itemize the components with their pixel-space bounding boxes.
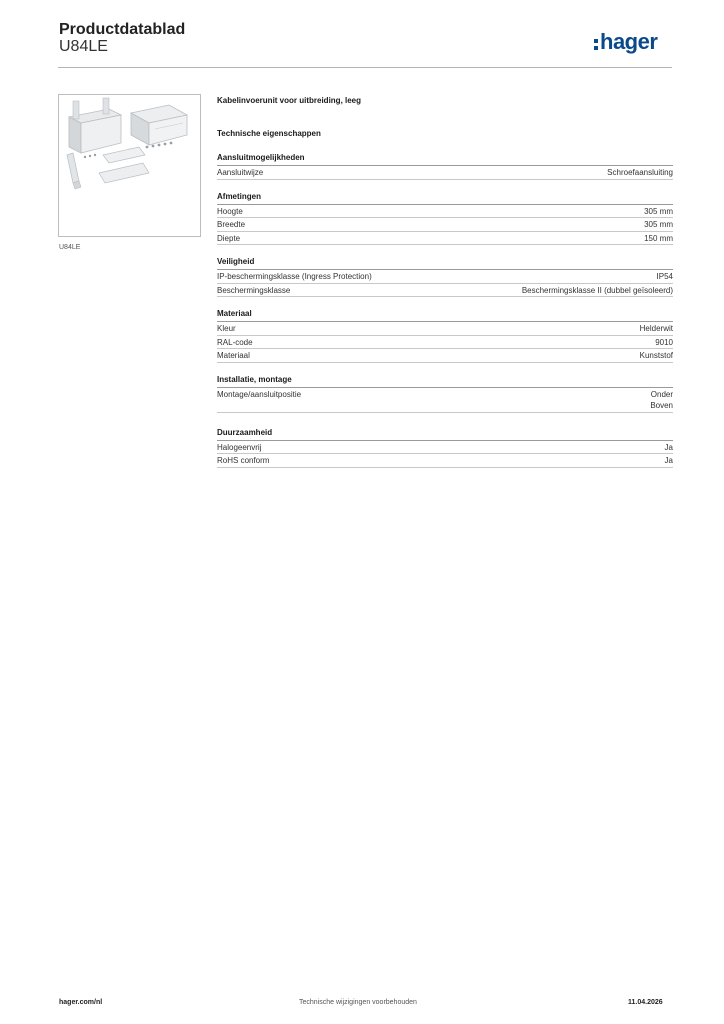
spec-group-veiligheid xyxy=(217,256,673,297)
spec-row xyxy=(217,232,673,246)
spec-label: Montage/aansluitpositie xyxy=(217,389,302,399)
spec-row xyxy=(217,284,673,298)
spec-label: Hoogte xyxy=(217,206,243,216)
spec-value xyxy=(644,219,673,231)
hager-logo xyxy=(594,30,657,54)
spec-row xyxy=(217,349,673,363)
spec-row xyxy=(217,336,673,350)
spec-value-line: Boven xyxy=(650,401,673,410)
spec-group-afmetingen xyxy=(217,191,673,246)
spec-row xyxy=(217,166,673,180)
spec-value-line: 9010 xyxy=(655,337,673,347)
product-image xyxy=(58,94,201,237)
spec-group-duurzaamheid xyxy=(217,427,673,468)
spec-value-line: 305 mm xyxy=(644,206,673,216)
group-title: Aansluitmogelijkheden xyxy=(217,152,673,166)
spec-value-line: Helderwit xyxy=(639,324,673,333)
product-description: Kabelinvoerunit voor uitbreiding, leeg xyxy=(217,96,362,105)
group-title: Duurzaamheid xyxy=(217,427,673,441)
footer-disclaimer: Technische wijzigingen voorbehouden xyxy=(299,999,417,1006)
spec-value-line: Onder xyxy=(650,389,673,399)
header-divider xyxy=(58,67,672,68)
spec-value xyxy=(665,455,673,467)
spec-row xyxy=(217,218,673,232)
image-caption: U84LE xyxy=(59,244,81,251)
spec-label: Breedte xyxy=(217,220,246,229)
spec-value xyxy=(657,271,673,283)
spec-label: IP-beschermingsklasse (Ingress Protection) xyxy=(217,272,372,281)
spec-row xyxy=(217,388,673,413)
spec-label: RAL-code xyxy=(217,337,253,347)
spec-value xyxy=(665,442,673,454)
group-title: Veiligheid xyxy=(217,256,673,270)
spec-value xyxy=(655,337,673,349)
spec-label: Materiaal xyxy=(217,351,250,360)
spec-label: Beschermingsklasse xyxy=(217,285,291,295)
spec-value-line: Schroefaansluiting xyxy=(607,168,673,177)
spec-group-aansluitmogelijkheden xyxy=(217,152,673,180)
spec-label: RoHS conform xyxy=(217,456,270,465)
spec-value-line: Ja xyxy=(664,442,673,452)
spec-value-line: Beschermingsklasse II (dubbel geïsoleerd) xyxy=(521,285,673,295)
group-title: Installatie, montage xyxy=(217,374,673,388)
spec-row xyxy=(217,454,673,468)
spec-row xyxy=(217,322,673,336)
spec-value xyxy=(522,285,673,297)
spec-value-line: Kunststof xyxy=(639,351,673,360)
spec-value xyxy=(640,323,673,335)
footer-website-link[interactable]: hager.com/nl xyxy=(59,999,103,1006)
spec-row xyxy=(217,270,673,284)
footer-date: 11.04.2026 xyxy=(628,999,663,1006)
group-title: Afmetingen xyxy=(217,191,673,205)
spec-value xyxy=(644,233,673,245)
section-heading: Technische eigenschappen xyxy=(217,129,321,138)
spec-value xyxy=(607,167,673,179)
logo-colon-icon xyxy=(594,39,598,50)
spec-content xyxy=(217,96,673,468)
spec-label: Halogeenvrij xyxy=(217,442,262,452)
spec-label: Diepte xyxy=(217,233,241,243)
logo-text: hager xyxy=(600,29,658,54)
spec-value xyxy=(644,206,673,218)
spec-group-installatie xyxy=(217,374,673,413)
spec-label: Aansluitwijze xyxy=(217,168,264,177)
spec-label: Kleur xyxy=(217,324,236,333)
spec-value xyxy=(650,389,673,412)
group-title: Materiaal xyxy=(217,308,673,322)
spec-row xyxy=(217,205,673,219)
product-illustration-icon xyxy=(59,95,200,236)
product-code: U84LE xyxy=(59,38,108,55)
spec-value-line: 150 mm xyxy=(644,233,673,243)
spec-value xyxy=(640,350,673,362)
spec-value-line: IP54 xyxy=(656,272,673,281)
spec-row xyxy=(217,441,673,455)
spec-value-line: Ja xyxy=(664,456,673,465)
page-title: Productdatablad xyxy=(59,21,186,38)
spec-group-materiaal xyxy=(217,308,673,363)
spec-value-line: 305 mm xyxy=(644,220,673,229)
